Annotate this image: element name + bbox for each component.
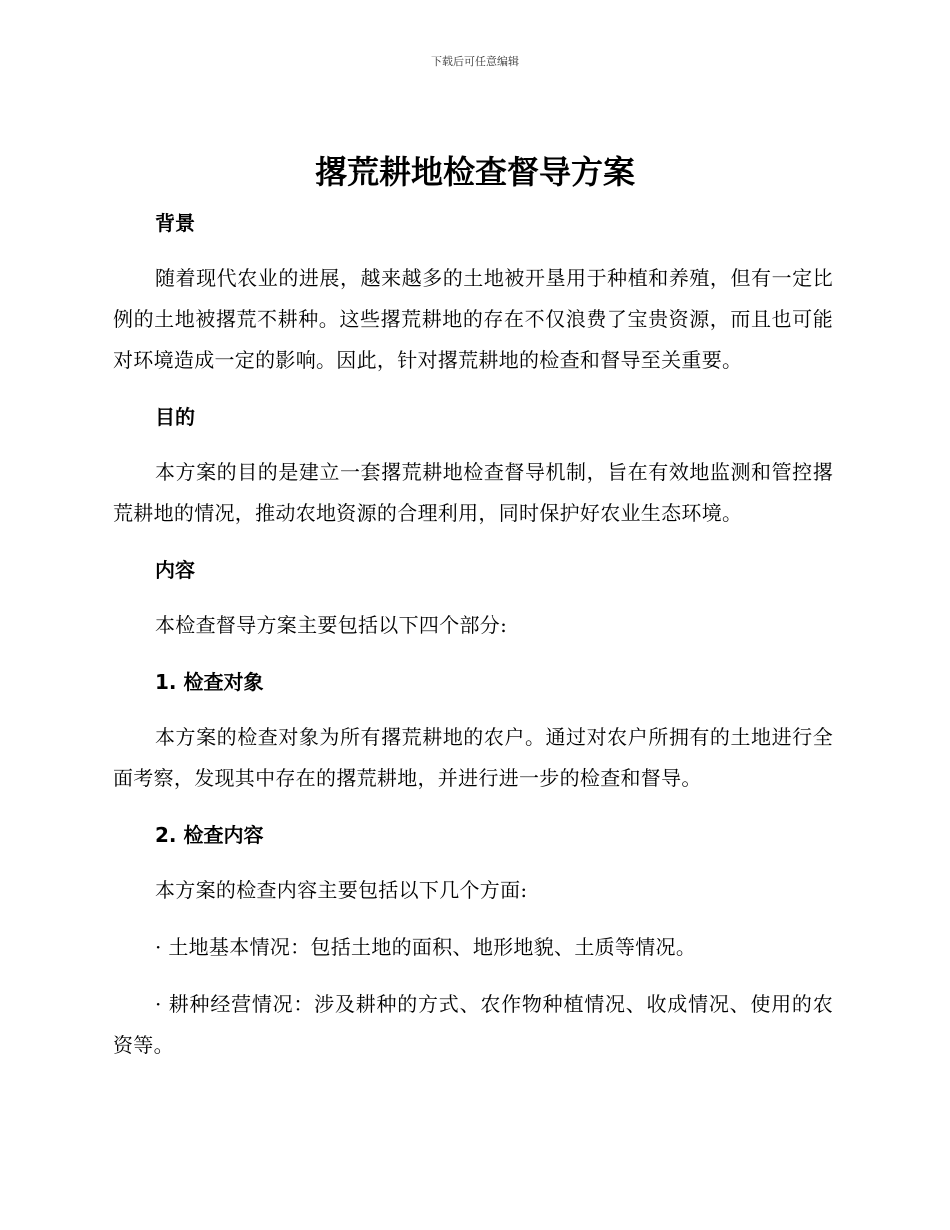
bullet-item: · 耕种经营情况：涉及耕种的方式、农作物种植情况、收成情况、使用的农资等。 [113,992,833,1057]
paragraph-background: 随着现代农业的进展，越来越多的土地被开垦用于种植和养殖，但有一定比例的土地被撂荒不耕种。这些撂荒耕地的存在不仅浪费了宝贵资源，而且也可能对环境造成一定的影响。因此，针对撂荒耕地的检查和督导至关重要。 [113,266,833,372]
heading-background: 背景 [155,211,195,235]
paragraph-check-items-intro: 本方案的检查内容主要包括以下几个方面: [155,878,528,902]
paragraph-check-objects: 本方案的检查对象为所有撂荒耕地的农户。通过对农户所拥有的土地进行全面考察，发现其中存在的撂荒耕地，并进行进一步的检查和督导。 [113,725,833,790]
paragraph-content-intro: 本检查督导方案主要包括以下四个部分: [155,613,508,637]
header-note: 下载后可任意编辑 [431,55,519,68]
document-title: 撂荒耕地检查督导方案 [314,153,635,191]
heading-check-items: 2. 检查内容 [155,823,264,847]
document-body [113,203,833,1066]
heading-check-objects: 1. 检查对象 [155,670,264,694]
paragraph-purpose: 本方案的目的是建立一套撂荒耕地检查督导机制，旨在有效地监测和管控撂荒耕地的情况，推动农地资源的合理利用，同时保护好农业生态环境。 [113,460,833,525]
heading-purpose: 目的 [155,405,195,429]
bullet-item: · 土地基本情况：包括土地的面积、地形地貌、土质等情况。 [155,935,697,959]
heading-content: 内容 [155,558,195,582]
